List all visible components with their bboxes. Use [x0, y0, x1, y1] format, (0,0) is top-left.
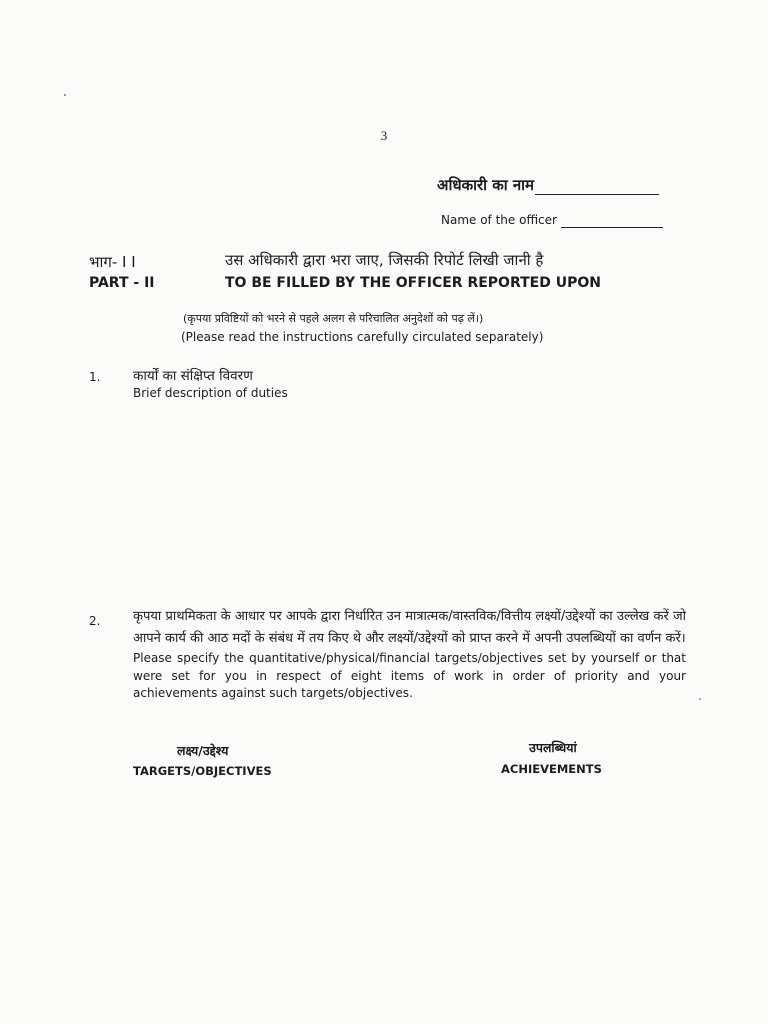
targets-column-header-en: TARGETS/OBJECTIVES: [133, 764, 272, 778]
officer-name-label-en: Name of the officer: [441, 213, 557, 227]
item-2-question: [133, 606, 686, 703]
officer-name-blank-line[interactable]: [535, 176, 659, 195]
part-label-en: PART - II: [89, 275, 155, 291]
item-2-text-hi: कृपया प्राथमिकता के आधार पर आपके द्वारा निर्धारित उन मात्रात्मक/वास्तविक/वित्तीय लक्ष्यों/उद्देश्यों का उल्लेख करें जो आपने कार्य की आठ मदों के संबंध में तय किए थे और लक्ष्यों/उद्देश्यों को प्राप्त करने में अपनी उपलब्धियों का वर्णन करें।: [133, 609, 686, 646]
part-title-hi: उस अधिकारी द्वारा भरा जाए, जिसकी रिपोर्ट लिखी जानी है: [225, 251, 544, 269]
scan-speck: [64, 94, 66, 96]
part-label-hi: भाग- I I: [89, 253, 136, 271]
page-number: 3: [380, 128, 388, 143]
scan-speck: [699, 698, 701, 700]
officer-name-field-en: [441, 213, 663, 228]
item-2-text-en: Please specify the quantitative/physical/financial targets/objectives set by yourself or that were set for you in respect of eight items of work in order of priority and your achievements against such targets/objectives.: [133, 651, 686, 700]
item-1-heading-hi: कार्यों का संक्षिप्त विवरण: [133, 368, 253, 384]
instructions-hi: (कृपया प्रविष्टियों को भरने से पहले अलग से परिचालित अनुदेशों को पढ़ लें।): [183, 312, 484, 325]
item-1-heading-en: Brief description of duties: [133, 386, 288, 400]
achievements-column-header-hi: उपलब्धियां: [529, 740, 577, 755]
item-1-number: 1.: [89, 370, 101, 384]
instructions-en: (Please read the instructions carefully circulated separately): [181, 330, 544, 344]
officer-name-blank-line[interactable]: [561, 213, 663, 228]
targets-column-header-hi: लक्ष्य/उद्देश्य: [177, 743, 229, 758]
part-title-en: TO BE FILLED BY THE OFFICER REPORTED UPON: [225, 275, 601, 291]
officer-name-field-hi: [437, 175, 659, 195]
officer-name-label-hi: अधिकारी का नाम: [437, 176, 535, 194]
item-2-number: 2.: [89, 614, 101, 628]
achievements-column-header-en: ACHIEVEMENTS: [501, 762, 602, 776]
